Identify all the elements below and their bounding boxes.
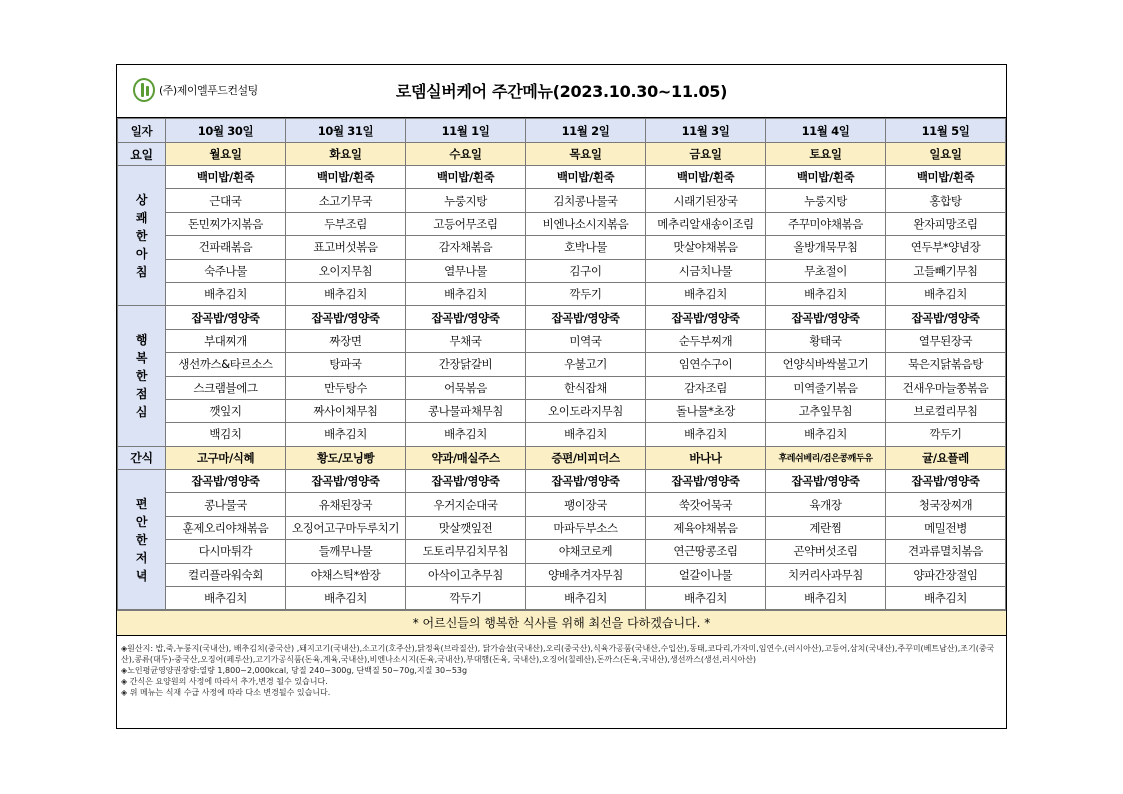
dinner-menu-item: 잡곡밥/영양죽	[166, 470, 286, 493]
dinner-menu-item: 육개장	[766, 493, 886, 516]
note-nutrition: ◈노인평균영양권장량:열량 1,800~2,000kcal, 당질 240~300g, 단백질 50~70g,지질 30~53g	[121, 666, 468, 676]
footer-message: * 어르신들의 행복한 식사를 위해 최선을 다하겠습니다. *	[117, 610, 1006, 636]
breakfast-row	[118, 166, 1006, 189]
breakfast-menu-item: 누룽지탕	[406, 189, 526, 212]
lunch-row	[118, 329, 1006, 352]
snack-cell: 후레쉬베리/검은콩깨두유	[766, 446, 886, 469]
dinner-menu-item: 다시마튀각	[166, 540, 286, 563]
dinner-menu-item: 잡곡밥/영양죽	[526, 470, 646, 493]
lunch-menu-item: 잡곡밥/영양죽	[646, 306, 766, 329]
menu-table	[117, 118, 1006, 610]
dinner-menu-item: 얼갈이나물	[646, 563, 766, 586]
dinner-menu-item: 연근땅콩조림	[646, 540, 766, 563]
dinner-menu-item: 잡곡밥/영양죽	[406, 470, 526, 493]
lunch-menu-item: 간장닭갈비	[406, 353, 526, 376]
lunch-menu-item: 언양식바싹불고기	[766, 353, 886, 376]
lunch-menu-item: 잡곡밥/영양죽	[166, 306, 286, 329]
dinner-menu-item: 오징어고구마두루치기	[286, 516, 406, 539]
lunch-label: 행복한점심	[118, 306, 166, 446]
lunch-menu-item: 감자조림	[646, 376, 766, 399]
note-origin: ◈원산지: 밥,죽,누룽지(국내산), 배추김치(중국산) ,돼지고기(국내산),소고기(호주산),닭정육(브라질산), 닭가슴살(국내산),오리(중국산),식육가공품(국내산,수입산),동태,코다리,가자미,임연수,(러시아산),고등어,삼치(국내산),주꾸미(베트남산),조기(중국산),콩류(대두)-중국산,오징어(페루산),고기가공식품(돈육,계육,국내산),비엔나소시지(돈육,국내산),부대햄(돈육, 국내산),오징어(칠레산),돈까스(돈육,국내산),생선까스(생선,러시아산)	[121, 644, 995, 665]
dinner-menu-item: 계란찜	[766, 516, 886, 539]
dinner-row	[118, 516, 1006, 539]
dinner-menu-item: 팽이장국	[526, 493, 646, 516]
breakfast-menu-item: 메추리알새송이조림	[646, 212, 766, 235]
breakfast-menu-item: 백미밥/흰죽	[646, 166, 766, 189]
lunch-menu-item: 깍두기	[886, 423, 1006, 446]
breakfast-row	[118, 212, 1006, 235]
lunch-menu-item: 배추김치	[766, 423, 886, 446]
breakfast-menu-item: 표고버섯볶음	[286, 236, 406, 259]
breakfast-menu-item: 고들빼기무침	[886, 259, 1006, 282]
lunch-menu-item: 짜장면	[286, 329, 406, 352]
dinner-menu-item: 치커리사과무침	[766, 563, 886, 586]
menu-sheet	[116, 64, 1007, 729]
dinner-row	[118, 540, 1006, 563]
breakfast-row	[118, 259, 1006, 282]
lunch-menu-item: 잡곡밥/영양죽	[526, 306, 646, 329]
dinner-label: 편안한저녁	[118, 470, 166, 610]
dinner-menu-item: 우거지순대국	[406, 493, 526, 516]
dinner-menu-item: 아삭이고추무침	[406, 563, 526, 586]
lunch-row	[118, 376, 1006, 399]
lunch-menu-item: 배추김치	[406, 423, 526, 446]
lunch-menu-item: 건새우마늘쫑볶음	[886, 376, 1006, 399]
note-snack: ◈ 간식은 요양원의 사정에 따라서 추가,변경 될수 있습니다.	[121, 677, 328, 687]
dinner-menu-item: 곤약버섯조림	[766, 540, 886, 563]
dinner-menu-item: 잡곡밥/영양죽	[286, 470, 406, 493]
breakfast-menu-item: 호박나물	[526, 236, 646, 259]
day-row	[118, 143, 1006, 166]
date-cell: 11월 3일	[646, 119, 766, 143]
breakfast-row	[118, 236, 1006, 259]
breakfast-label: 상쾌한아침	[118, 166, 166, 306]
breakfast-menu-item: 백미밥/흰죽	[286, 166, 406, 189]
lunch-menu-item: 배추김치	[286, 423, 406, 446]
dinner-menu-item: 야채스틱*쌈장	[286, 563, 406, 586]
dinner-menu-item: 맛살깻잎전	[406, 516, 526, 539]
day-label: 요일	[118, 143, 166, 166]
lunch-menu-item: 고추잎무침	[766, 399, 886, 422]
lunch-menu-item: 열무된장국	[886, 329, 1006, 352]
snack-cell: 약과/매실주스	[406, 446, 526, 469]
lunch-menu-item: 잡곡밥/영양죽	[886, 306, 1006, 329]
dinner-menu-item: 청국장찌개	[886, 493, 1006, 516]
lunch-menu-item: 부대찌개	[166, 329, 286, 352]
breakfast-menu-item: 백미밥/흰죽	[766, 166, 886, 189]
dinner-menu-item: 메밀전병	[886, 516, 1006, 539]
dinner-section	[118, 470, 1006, 610]
dinner-menu-item: 배추김치	[166, 587, 286, 610]
day-cell: 월요일	[166, 143, 286, 166]
lunch-menu-item: 잡곡밥/영양죽	[766, 306, 886, 329]
lunch-menu-item: 돌나물*초장	[646, 399, 766, 422]
breakfast-row	[118, 189, 1006, 212]
breakfast-menu-item: 시래기된장국	[646, 189, 766, 212]
lunch-menu-item: 백김치	[166, 423, 286, 446]
lunch-row	[118, 399, 1006, 422]
dinner-row	[118, 587, 1006, 610]
lunch-menu-item: 미역줄기볶음	[766, 376, 886, 399]
day-cell: 금요일	[646, 143, 766, 166]
lunch-menu-item: 배추김치	[646, 423, 766, 446]
dinner-menu-item: 야채코로케	[526, 540, 646, 563]
table-head	[118, 119, 1006, 166]
lunch-menu-item: 잡곡밥/영양죽	[406, 306, 526, 329]
dinner-menu-item: 유채된장국	[286, 493, 406, 516]
breakfast-menu-item: 감자채볶음	[406, 236, 526, 259]
day-cell: 토요일	[766, 143, 886, 166]
breakfast-menu-item: 누룽지탕	[766, 189, 886, 212]
breakfast-menu-item: 홍합탕	[886, 189, 1006, 212]
lunch-menu-item: 콩나물파채무침	[406, 399, 526, 422]
day-cell: 목요일	[526, 143, 646, 166]
dinner-menu-item: 배추김치	[286, 587, 406, 610]
dinner-menu-item: 배추김치	[886, 587, 1006, 610]
snack-cell: 바나나	[646, 446, 766, 469]
lunch-menu-item: 생선까스&타르소스	[166, 353, 286, 376]
breakfast-menu-item: 김구이	[526, 259, 646, 282]
dinner-menu-item: 도토리무김치무침	[406, 540, 526, 563]
dinner-menu-item: 마파두부소스	[526, 516, 646, 539]
lunch-menu-item: 스크램블에그	[166, 376, 286, 399]
lunch-menu-item: 무채국	[406, 329, 526, 352]
dinner-menu-item: 잡곡밥/영양죽	[766, 470, 886, 493]
lunch-menu-item: 브로컬리무침	[886, 399, 1006, 422]
dinner-menu-item: 견과류멸치볶음	[886, 540, 1006, 563]
dinner-menu-item: 쑥갓어묵국	[646, 493, 766, 516]
lunch-menu-item: 우불고기	[526, 353, 646, 376]
breakfast-menu-item: 주꾸미야채볶음	[766, 212, 886, 235]
dinner-menu-item: 잡곡밥/영양죽	[886, 470, 1006, 493]
dinner-row	[118, 470, 1006, 493]
snack-cell: 고구마/식혜	[166, 446, 286, 469]
date-cell: 11월 2일	[526, 119, 646, 143]
sheet-header	[117, 65, 1006, 118]
dinner-menu-item: 들깨무나물	[286, 540, 406, 563]
breakfast-menu-item: 깍두기	[526, 282, 646, 305]
lunch-menu-item: 오이도라지무침	[526, 399, 646, 422]
snack-cell: 귤/요플레	[886, 446, 1006, 469]
date-cell: 11월 1일	[406, 119, 526, 143]
date-row	[118, 119, 1006, 143]
dinner-menu-item: 잡곡밥/영양죽	[646, 470, 766, 493]
breakfast-menu-item: 두부조림	[286, 212, 406, 235]
breakfast-menu-item: 배추김치	[406, 282, 526, 305]
breakfast-menu-item: 배추김치	[286, 282, 406, 305]
dinner-menu-item: 컬리플라워숙회	[166, 563, 286, 586]
lunch-menu-item: 탕파국	[286, 353, 406, 376]
dinner-menu-item: 배추김치	[766, 587, 886, 610]
snack-cell: 황도/모닝빵	[286, 446, 406, 469]
lunch-menu-item: 배추김치	[526, 423, 646, 446]
breakfast-menu-item: 백미밥/흰죽	[166, 166, 286, 189]
breakfast-menu-item: 올방개묵무침	[766, 236, 886, 259]
dinner-menu-item: 콩나물국	[166, 493, 286, 516]
breakfast-menu-item: 배추김치	[766, 282, 886, 305]
lunch-section	[118, 306, 1006, 446]
breakfast-row	[118, 282, 1006, 305]
breakfast-menu-item: 건파래볶음	[166, 236, 286, 259]
lunch-menu-item: 한식잡채	[526, 376, 646, 399]
lunch-menu-item: 어묵볶음	[406, 376, 526, 399]
snack-label: 간식	[118, 446, 166, 469]
day-cell: 일요일	[886, 143, 1006, 166]
dinner-menu-item: 양파간장절임	[886, 563, 1006, 586]
dinner-row	[118, 493, 1006, 516]
lunch-menu-item: 짜사이채무침	[286, 399, 406, 422]
dinner-menu-item: 제육야채볶음	[646, 516, 766, 539]
dinner-menu-item: 깍두기	[406, 587, 526, 610]
dinner-menu-item: 배추김치	[646, 587, 766, 610]
dinner-row	[118, 563, 1006, 586]
breakfast-menu-item: 열무나물	[406, 259, 526, 282]
breakfast-menu-item: 배추김치	[646, 282, 766, 305]
day-cell: 화요일	[286, 143, 406, 166]
breakfast-section	[118, 166, 1006, 306]
lunch-row	[118, 353, 1006, 376]
page-title: 로뎀실버케어 주간메뉴(2023.10.30~11.05)	[395, 82, 728, 101]
breakfast-menu-item: 김치콩나물국	[526, 189, 646, 212]
day-cell: 수요일	[406, 143, 526, 166]
breakfast-menu-item: 오이지무침	[286, 259, 406, 282]
breakfast-menu-item: 배추김치	[886, 282, 1006, 305]
breakfast-menu-item: 고등어무조림	[406, 212, 526, 235]
notes	[117, 636, 1006, 698]
note-change: ◈ 위 메뉴는 식재 수급 사정에 따라 다소 변경될수 있습니다.	[121, 688, 331, 698]
date-label: 일자	[118, 119, 166, 143]
lunch-menu-item: 만두탕수	[286, 376, 406, 399]
breakfast-menu-item: 돈민찌가지볶음	[166, 212, 286, 235]
lunch-menu-item: 임연수구이	[646, 353, 766, 376]
date-cell: 11월 5일	[886, 119, 1006, 143]
company-name: (주)제이엘푸드컨설팅	[159, 84, 258, 97]
breakfast-menu-item: 백미밥/흰죽	[406, 166, 526, 189]
breakfast-menu-item: 연두부*양념장	[886, 236, 1006, 259]
breakfast-menu-item: 백미밥/흰죽	[526, 166, 646, 189]
date-cell: 11월 4일	[766, 119, 886, 143]
breakfast-menu-item: 근대국	[166, 189, 286, 212]
lunch-menu-item: 잡곡밥/영양죽	[286, 306, 406, 329]
lunch-menu-item: 묵은지닭볶음탕	[886, 353, 1006, 376]
lunch-menu-item: 순두부찌개	[646, 329, 766, 352]
date-cell: 10월 30일	[166, 119, 286, 143]
lunch-menu-item: 황태국	[766, 329, 886, 352]
breakfast-menu-item: 소고기무국	[286, 189, 406, 212]
breakfast-menu-item: 비엔나소시지볶음	[526, 212, 646, 235]
breakfast-menu-item: 무초절이	[766, 259, 886, 282]
dinner-menu-item: 양배추겨자무침	[526, 563, 646, 586]
breakfast-menu-item: 시금치나물	[646, 259, 766, 282]
breakfast-menu-item: 완자피망조림	[886, 212, 1006, 235]
lunch-menu-item: 깻잎지	[166, 399, 286, 422]
lunch-menu-item: 미역국	[526, 329, 646, 352]
date-cell: 10월 31일	[286, 119, 406, 143]
snack-cell: 증편/비피더스	[526, 446, 646, 469]
lunch-row	[118, 306, 1006, 329]
breakfast-menu-item: 배추김치	[166, 282, 286, 305]
breakfast-menu-item: 숙주나물	[166, 259, 286, 282]
dinner-menu-item: 훈제오리야채볶음	[166, 516, 286, 539]
breakfast-menu-item: 맛살야채볶음	[646, 236, 766, 259]
lunch-row	[118, 423, 1006, 446]
dinner-menu-item: 배추김치	[526, 587, 646, 610]
breakfast-menu-item: 백미밥/흰죽	[886, 166, 1006, 189]
snack-row	[118, 446, 1006, 469]
snack-section	[118, 446, 1006, 469]
